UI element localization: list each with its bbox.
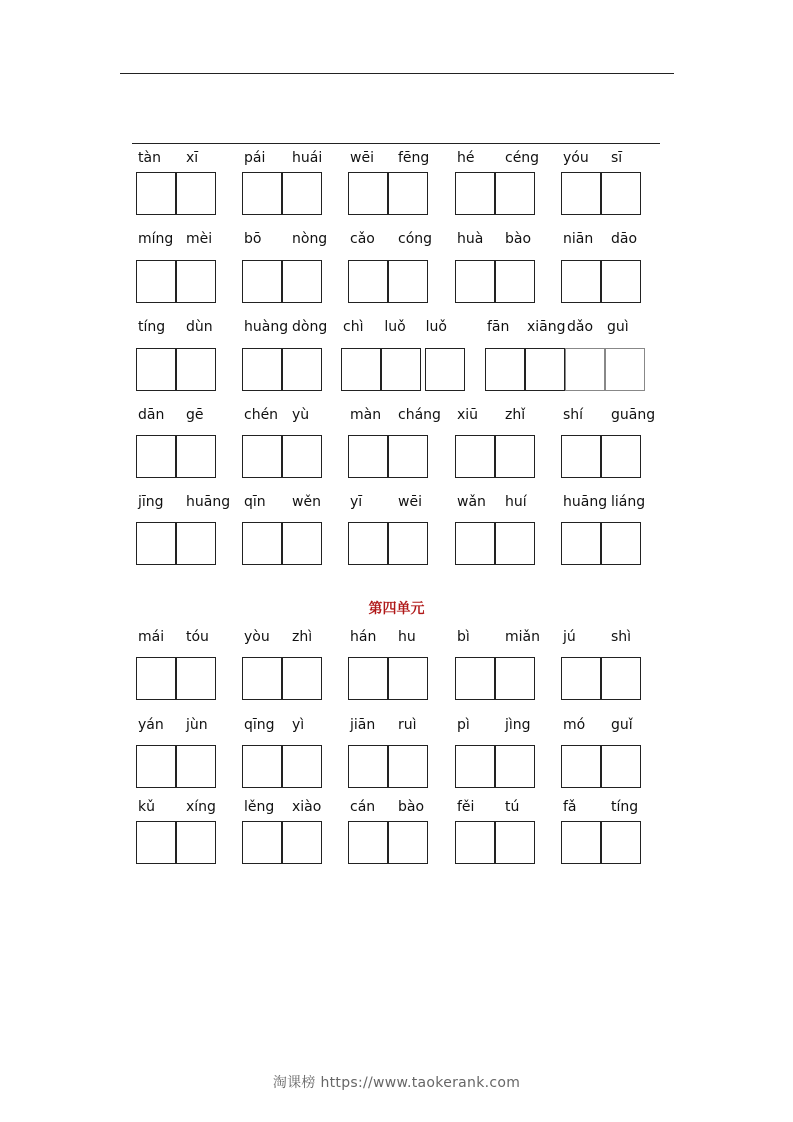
writing-box[interactable]: [348, 260, 388, 303]
writing-box[interactable]: [495, 435, 535, 478]
pinyin-syllable: ruì: [398, 717, 417, 733]
pinyin-syllable: yì: [292, 717, 305, 733]
writing-box[interactable]: [136, 821, 176, 864]
pinyin-syllable: luǒ: [425, 319, 447, 335]
writing-box[interactable]: [485, 348, 525, 391]
writing-box[interactable]: [136, 657, 176, 700]
writing-box[interactable]: [176, 435, 216, 478]
writing-box[interactable]: [455, 435, 495, 478]
pinyin-syllable: guì: [607, 319, 629, 335]
writing-box[interactable]: [601, 435, 641, 478]
writing-box[interactable]: [561, 260, 601, 303]
writing-box[interactable]: [176, 657, 216, 700]
pinyin-syllable: tíng: [611, 799, 639, 815]
pinyin-syllable: yòu: [244, 629, 270, 645]
pinyin-syllable: jīng: [138, 494, 164, 510]
writing-box[interactable]: [282, 821, 322, 864]
writing-box[interactable]: [601, 172, 641, 215]
writing-box[interactable]: [388, 260, 428, 303]
writing-box[interactable]: [282, 435, 322, 478]
pinyin-syllable: tú: [505, 799, 520, 815]
pinyin-syllable: dùn: [186, 319, 213, 335]
writing-box[interactable]: [348, 821, 388, 864]
page-header-rule: [120, 73, 674, 74]
writing-box[interactable]: [282, 745, 322, 788]
pinyin-syllable: yī: [350, 494, 363, 510]
pinyin-syllable: qīn: [244, 494, 266, 510]
writing-box[interactable]: [136, 435, 176, 478]
pinyin-syllable: cóng: [398, 231, 433, 247]
pinyin-syllable: chì: [343, 319, 364, 335]
writing-box[interactable]: [242, 821, 282, 864]
pinyin-syllable: bō: [244, 231, 262, 247]
pinyin-syllable: xiào: [292, 799, 322, 815]
writing-box[interactable]: [388, 821, 428, 864]
pinyin-syllable: huàng: [244, 319, 289, 335]
writing-box[interactable]: [388, 522, 428, 565]
writing-box[interactable]: [455, 657, 495, 700]
pinyin-syllable: dāo: [611, 231, 638, 247]
writing-box[interactable]: [348, 172, 388, 215]
writing-box[interactable]: [176, 348, 216, 391]
pinyin-syllable: jiān: [350, 717, 376, 733]
writing-box[interactable]: [242, 172, 282, 215]
writing-box[interactable]: [282, 657, 322, 700]
writing-box[interactable]: [495, 821, 535, 864]
pinyin-syllable: pì: [457, 717, 470, 733]
pinyin-syllable: dòng: [292, 319, 328, 335]
pinyin-syllable: wěn: [292, 494, 321, 510]
pinyin-syllable: huí: [505, 494, 527, 510]
writing-box[interactable]: [561, 821, 601, 864]
pinyin-syllable: pái: [244, 150, 266, 166]
section-top-rule: [132, 143, 660, 144]
pinyin-syllable: guǐ: [611, 717, 633, 733]
pinyin-syllable: cháng: [398, 407, 441, 423]
pinyin-syllable: gē: [186, 407, 204, 423]
pinyin-syllable: tàn: [138, 150, 161, 166]
writing-box[interactable]: [601, 260, 641, 303]
pinyin-syllable: cán: [350, 799, 376, 815]
pinyin-syllable: mái: [138, 629, 165, 645]
writing-box[interactable]: [495, 522, 535, 565]
writing-box[interactable]: [601, 657, 641, 700]
writing-box[interactable]: [176, 745, 216, 788]
pinyin-syllable: bào: [398, 799, 425, 815]
pinyin-syllable: huà: [457, 231, 484, 247]
writing-box[interactable]: [242, 522, 282, 565]
pinyin-syllable: hán: [350, 629, 377, 645]
writing-box[interactable]: [282, 260, 322, 303]
writing-box[interactable]: [561, 745, 601, 788]
writing-box[interactable]: [136, 522, 176, 565]
writing-box[interactable]: [561, 522, 601, 565]
writing-box[interactable]: [242, 657, 282, 700]
writing-box[interactable]: [176, 260, 216, 303]
pinyin-syllable: yán: [138, 717, 164, 733]
writing-box[interactable]: [348, 435, 388, 478]
unit-title: 第四单元: [368, 601, 425, 617]
writing-box[interactable]: [341, 348, 381, 391]
pinyin-syllable: nòng: [292, 231, 328, 247]
pinyin-syllable: tíng: [138, 319, 166, 335]
writing-box[interactable]: [495, 745, 535, 788]
pinyin-syllable: yóu: [563, 150, 589, 166]
writing-box[interactable]: [495, 172, 535, 215]
pinyin-syllable: xiāng: [527, 319, 566, 335]
writing-box[interactable]: [136, 172, 176, 215]
writing-box[interactable]: [176, 522, 216, 565]
pinyin-syllable: míng: [138, 231, 174, 247]
pinyin-syllable: miǎn: [505, 629, 540, 645]
pinyin-syllable: mó: [563, 717, 586, 733]
pinyin-syllable: luǒ: [384, 319, 406, 335]
writing-box[interactable]: [455, 821, 495, 864]
pinyin-syllable: wǎn: [457, 494, 486, 510]
writing-box[interactable]: [455, 745, 495, 788]
writing-box[interactable]: [561, 172, 601, 215]
writing-box[interactable]: [388, 435, 428, 478]
writing-box[interactable]: [455, 260, 495, 303]
pinyin-syllable: huāng: [186, 494, 231, 510]
pinyin-syllable: hu: [398, 629, 416, 645]
pinyin-syllable: sī: [611, 150, 623, 166]
writing-box[interactable]: [605, 348, 645, 391]
pinyin-syllable: lěng: [244, 799, 275, 815]
writing-box[interactable]: [565, 348, 605, 391]
pinyin-syllable: huái: [292, 150, 323, 166]
pinyin-syllable: dǎo: [567, 319, 594, 335]
pinyin-syllable: liáng: [611, 494, 646, 510]
writing-box[interactable]: [242, 435, 282, 478]
pinyin-syllable: xī: [186, 150, 199, 166]
pinyin-syllable: xiū: [457, 407, 479, 423]
pinyin-syllable: jú: [563, 629, 576, 645]
writing-box[interactable]: [242, 260, 282, 303]
pinyin-syllable: kǔ: [138, 799, 155, 815]
pinyin-syllable: chén: [244, 407, 279, 423]
pinyin-syllable: fēng: [398, 150, 430, 166]
writing-box[interactable]: [282, 172, 322, 215]
writing-box[interactable]: [176, 172, 216, 215]
pinyin-syllable: hé: [457, 150, 475, 166]
footer-watermark: 淘课榜 https://www.taokerank.com: [272, 1075, 521, 1091]
writing-box[interactable]: [388, 172, 428, 215]
pinyin-syllable: céng: [505, 150, 540, 166]
pinyin-syllable: guāng: [611, 407, 656, 423]
writing-box[interactable]: [388, 657, 428, 700]
writing-box[interactable]: [242, 745, 282, 788]
writing-box[interactable]: [525, 348, 565, 391]
writing-box[interactable]: [388, 745, 428, 788]
pinyin-syllable: cǎo: [350, 231, 375, 247]
pinyin-syllable: jùn: [186, 717, 208, 733]
writing-box[interactable]: [136, 260, 176, 303]
pinyin-syllable: wēi: [350, 150, 374, 166]
writing-box[interactable]: [348, 657, 388, 700]
pinyin-syllable: zhì: [292, 629, 313, 645]
writing-box[interactable]: [455, 172, 495, 215]
writing-box[interactable]: [381, 348, 421, 391]
writing-box[interactable]: [282, 522, 322, 565]
writing-box[interactable]: [176, 821, 216, 864]
pinyin-syllable: shí: [563, 407, 584, 423]
pinyin-syllable: zhǐ: [505, 407, 526, 423]
pinyin-syllable: shì: [611, 629, 632, 645]
pinyin-syllable: huāng: [563, 494, 608, 510]
writing-box[interactable]: [455, 522, 495, 565]
pinyin-syllable: fǎ: [563, 799, 577, 815]
pinyin-syllable: wēi: [398, 494, 422, 510]
writing-box[interactable]: [282, 348, 322, 391]
writing-box[interactable]: [425, 348, 465, 391]
pinyin-syllable: qīng: [244, 717, 275, 733]
pinyin-syllable: fān: [487, 319, 510, 335]
pinyin-syllable: dān: [138, 407, 165, 423]
writing-box[interactable]: [348, 745, 388, 788]
pinyin-syllable: bì: [457, 629, 470, 645]
writing-box[interactable]: [348, 522, 388, 565]
pinyin-syllable: jìng: [505, 717, 531, 733]
pinyin-syllable: niān: [563, 231, 594, 247]
writing-box[interactable]: [561, 657, 601, 700]
pinyin-syllable: mèi: [186, 231, 213, 247]
writing-box[interactable]: [561, 435, 601, 478]
writing-box[interactable]: [136, 745, 176, 788]
pinyin-syllable: tóu: [186, 629, 209, 645]
pinyin-syllable: xíng: [186, 799, 216, 815]
pinyin-syllable: màn: [350, 407, 382, 423]
writing-box[interactable]: [601, 821, 641, 864]
pinyin-syllable: bào: [505, 231, 532, 247]
writing-box[interactable]: [495, 657, 535, 700]
writing-box[interactable]: [495, 260, 535, 303]
writing-box[interactable]: [601, 745, 641, 788]
writing-box[interactable]: [601, 522, 641, 565]
pinyin-syllable: yù: [292, 407, 310, 423]
writing-box[interactable]: [136, 348, 176, 391]
pinyin-syllable: fěi: [457, 799, 475, 815]
writing-box[interactable]: [242, 348, 282, 391]
